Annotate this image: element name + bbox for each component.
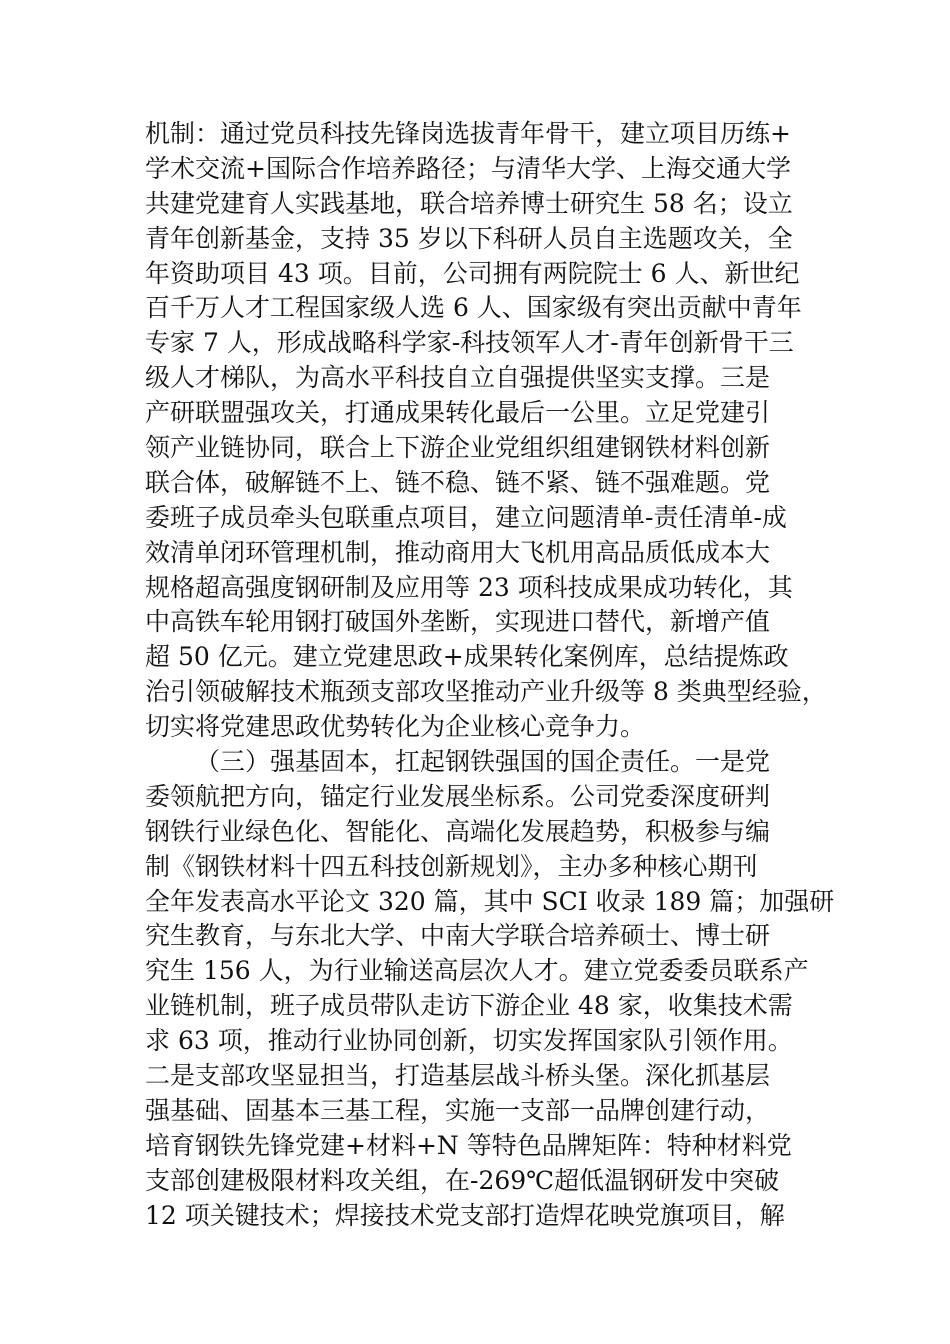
text-line: 机制：通过党员科技先锋岗选拔青年骨干，建立项目历练+ — [145, 119, 791, 148]
text-line: 培育钢铁先锋党建+材料+N 等特色品牌矩阵：特种材料党 — [145, 1130, 792, 1160]
text-line: 强基础、固基本三基工程，实施一支部一品牌创建行动， — [145, 1095, 771, 1125]
text-line: 制《钢铁材料十四五科技创新规划》，主办多种核心期刊 — [145, 851, 758, 881]
text-line: 规格超高强度钢研制及应用等 23 项科技成果成功转化，其 — [145, 572, 793, 602]
text-line: 百千万人才工程国家级人选 6 人、国家级有突出贡献中青年 — [145, 293, 802, 323]
text-line: 中高铁车轮用钢打破国外垄断，实现进口替代，新增产值 — [145, 607, 771, 637]
text-line: 12 项关键技术；焊接技术党支部打造焊花映党旗项目，解 — [145, 1200, 785, 1230]
text-line: 学术交流+国际合作培养路径；与清华大学、上海交通大学 — [145, 153, 791, 183]
text-line: 专家 7 人，形成战略科学家-科技领军人才-青年创新骨干三 — [145, 328, 794, 358]
text-line: 二是支部攻坚显担当，打造基层战斗桥头堡。深化抓基层 — [145, 1061, 771, 1091]
text-line: 治引领破解技术瓶颈支部攻坚推动产业升级等 8 类典型经验， — [145, 677, 827, 707]
text-line: 钢铁行业绿色化、智能化、高端化发展趋势，积极参与编 — [145, 816, 771, 846]
text-line: 领产业链协同，联合上下游企业党组织组建钢铁材料创新 — [145, 433, 771, 463]
text-line: 究生教育，与东北大学、中南大学联合培养硕士、博士研 — [145, 921, 771, 951]
text-line: 年资助项目 43 项。目前，公司拥有两院院士 6 人、新世纪 — [145, 258, 800, 288]
text-line: 究生 156 人，为行业输送高层次人才。建立党委委员联系产 — [145, 956, 809, 986]
text-line: 求 63 项，推动行业协同创新，切实发挥国家队引领作用。 — [145, 1026, 793, 1056]
text-line: 联合体，破解链不上、链不稳、链不紧、链不强难题。党 — [145, 467, 771, 497]
text-line: 切实将党建思政优势转化为企业核心竞争力。 — [145, 712, 646, 742]
section-heading-line: （三）强基固本，扛起钢铁强国的国企责任。一是党 — [195, 747, 771, 777]
text-line: 支部创建极限材料攻关组，在-269℃超低温钢研发中突破 — [145, 1165, 780, 1195]
body-text — [145, 117, 835, 1234]
text-line: 效清单闭环管理机制，推动商用大飞机用高品质低成本大 — [145, 537, 771, 567]
text-line: 业链机制，班子成员带队走访下游企业 48 家，收集技术需 — [145, 991, 793, 1021]
text-line: 全年发表高水平论文 320 篇，其中 SCI 收录 189 篇；加强研 — [145, 886, 835, 916]
text-line: 级人才梯队，为高水平科技自立自强提供坚实支撑。三是 — [145, 363, 771, 393]
text-line: 产研联盟强攻关，打通成果转化最后一公里。立足党建引 — [145, 398, 771, 428]
text-line: 委班子成员牵头包联重点项目，建立问题清单-责任清单-成 — [145, 502, 787, 532]
text-line: 委领航把方向，锚定行业发展坐标系。公司党委深度研判 — [145, 781, 771, 811]
text-line: 共建党建育人实践基地，联合培养博士研究生 58 名；设立 — [145, 188, 793, 218]
text-line: 超 50 亿元。建立党建思政+成果转化案例库，总结提炼政 — [145, 642, 789, 672]
text-line: 青年创新基金，支持 35 岁以下科研人员自主选题攻关，全 — [145, 223, 793, 253]
